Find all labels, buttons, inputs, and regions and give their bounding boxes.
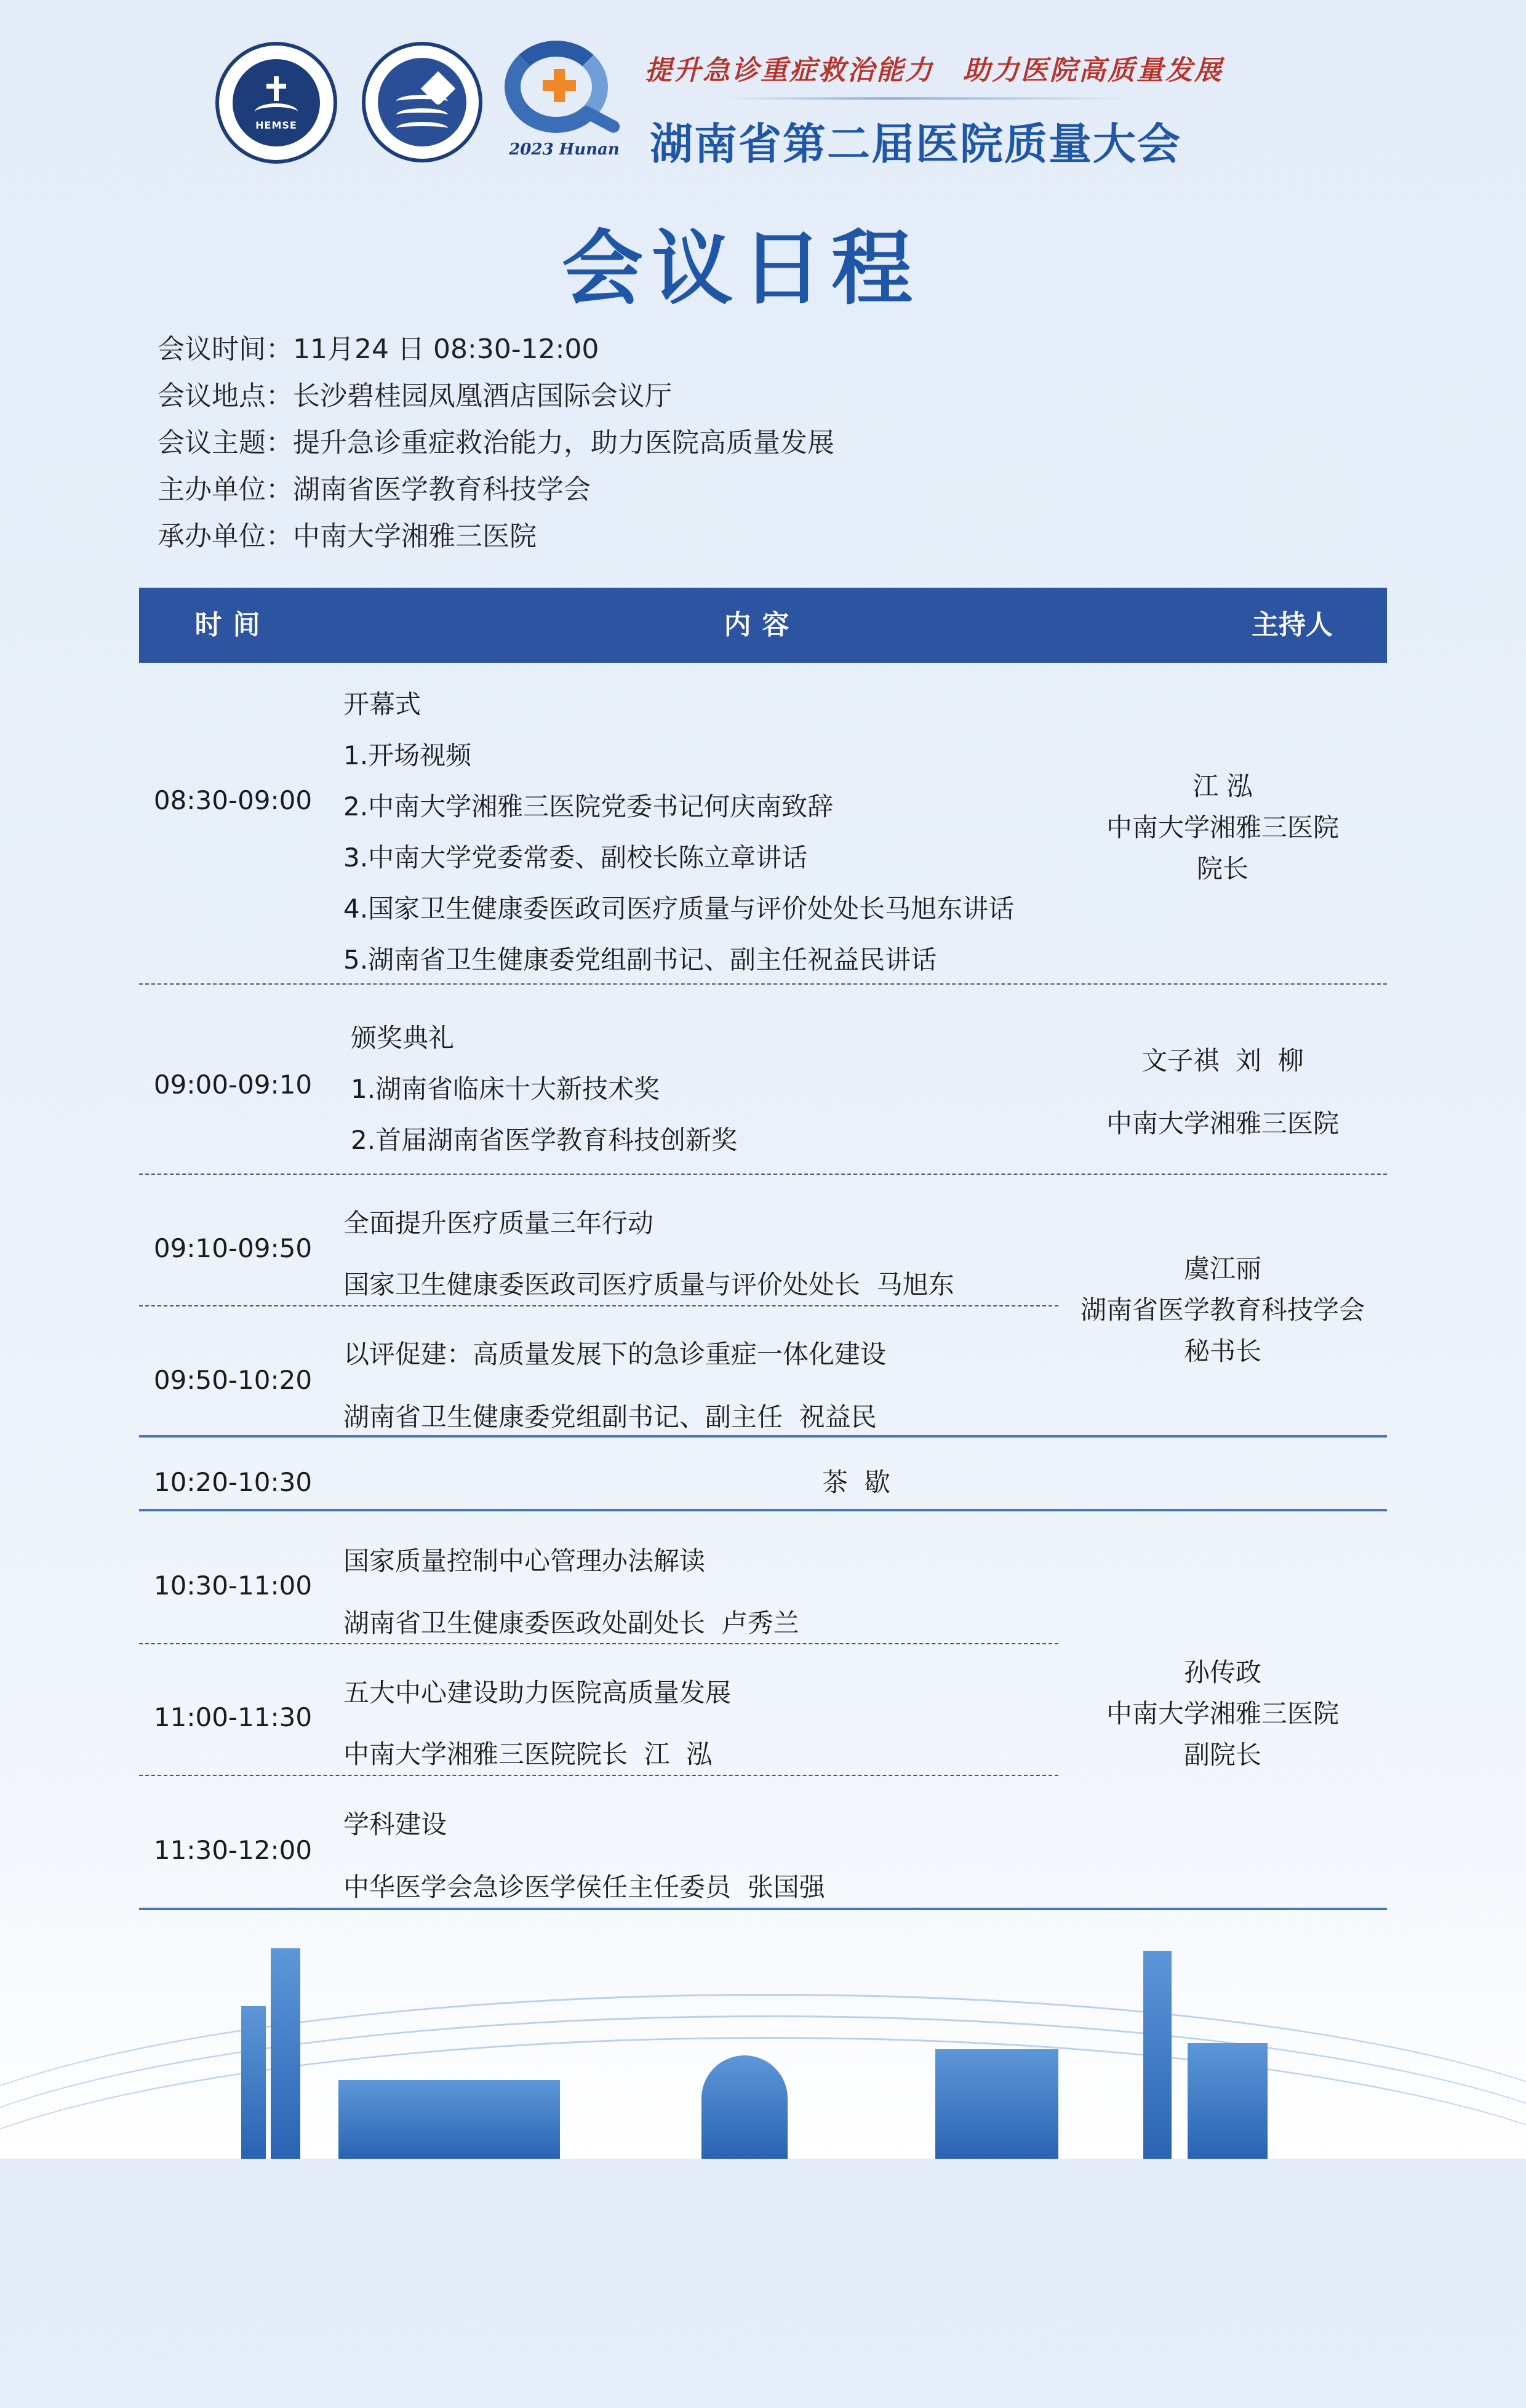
tea-break-label: 茶 歇 [822, 1467, 890, 1497]
host-name: 江 泓 [1192, 771, 1253, 801]
host-title: 秘书长 [1183, 1336, 1261, 1366]
row-divider [139, 1305, 1058, 1306]
wave-icon [396, 122, 448, 135]
cross-icon [274, 76, 279, 101]
row-content-line: 2.中南大学湘雅三医院党委书记何庆南致辞 [343, 791, 834, 822]
host-title: 院长 [1196, 854, 1248, 884]
row-time: 11:30-12:00 [153, 1835, 313, 1865]
section-divider [139, 1908, 1387, 1910]
row-time: 09:10-09:50 [153, 1233, 313, 1263]
row-time: 10:20-10:30 [153, 1467, 313, 1497]
skyscraper-illustration [271, 1948, 300, 2159]
row-divider [139, 983, 1387, 985]
society-logo [215, 42, 337, 164]
row-content-line: 国家卫生健康委医政司医疗质量与评价处处长 马旭东 [343, 1270, 954, 1300]
meeting-info [158, 326, 834, 560]
info-host-unit: 承办单位：中南大学湘雅三医院 [158, 521, 537, 552]
row-content-line: 湖南省卫生健康委党组副书记、副主任 祝益民 [343, 1402, 877, 1432]
slogan: 提升急诊重症救治能力 助力医院高质量发展 [645, 55, 1223, 86]
row-content-line: 湖南省卫生健康委医政处副处长 卢秀兰 [343, 1608, 799, 1638]
host-name: 孙传政 [1183, 1657, 1261, 1687]
host-org: 中南大学湘雅三医院 [1106, 812, 1339, 842]
society-logo-text: HEMSE [255, 119, 297, 131]
row-content-line: 以评促建：高质量发展下的急诊重症一体化建设 [343, 1339, 887, 1369]
host-org: 中南大学湘雅三医院 [1106, 1698, 1339, 1729]
row-content-line: 1.开场视频 [343, 740, 472, 770]
section-divider [139, 1435, 1387, 1438]
row-content-line: 全面提升医疗质量三年行动 [343, 1208, 654, 1238]
row-content-line: 中南大学湘雅三医院院长 江 泓 [343, 1739, 713, 1769]
row-host [1058, 766, 1387, 889]
row-time: 09:50-10:20 [153, 1365, 313, 1395]
society-logo-emblem [233, 59, 320, 146]
row-content-line: 2.首届湖南省医学教育科技创新奖 [351, 1125, 738, 1155]
row-time: 10:30-11:00 [153, 1570, 313, 1601]
section-divider [139, 1509, 1387, 1511]
row-content-line: 1.湖南省临床十大新技术奖 [351, 1074, 660, 1104]
row-content-line: 5.湖南省卫生健康委党组副书记、副主任祝益民讲话 [343, 945, 937, 975]
building-illustration [1188, 2043, 1268, 2159]
row-content-line: 3.中南大学党委常委、副校长陈立章讲话 [343, 842, 808, 873]
hospital-logo-emblem [378, 58, 466, 146]
row-time: 09:00-09:10 [153, 1070, 313, 1100]
info-location: 会议地点：长沙碧桂园凤凰酒店国际会议厅 [158, 380, 672, 412]
info-organizer: 主办单位：湖南省医学教育科技学会 [158, 474, 591, 505]
host-org: 湖南省医学教育科技学会 [1080, 1295, 1365, 1325]
info-time: 会议时间：11月24 日 08:30-12:00 [158, 334, 599, 365]
column-header-host: 主持人 [1252, 609, 1333, 641]
row-time: 11:00-11:30 [153, 1702, 313, 1732]
row-host-org: 中南大学湘雅三医院 [1106, 1108, 1339, 1138]
row-divider [139, 1174, 1387, 1175]
hall-illustration [338, 2080, 560, 2159]
row-content-line: 开幕式 [343, 689, 421, 719]
row-host [1058, 1248, 1387, 1372]
wave-icon [396, 95, 448, 108]
tower-illustration [1143, 1951, 1172, 2159]
row-content-line: 学科建设 [343, 1809, 447, 1839]
wave-icon [396, 108, 448, 121]
row-content-line: 中华医学会急诊医学侯任主任委员 张国强 [343, 1872, 825, 1902]
column-header-time: 时间 [194, 609, 271, 641]
header-divider [726, 97, 1132, 100]
row-time: 08:30-09:00 [153, 785, 313, 815]
row-host [1058, 1652, 1387, 1775]
conference-name: 湖南省第二届医院质量大会 [650, 119, 1181, 169]
host-title: 副院长 [1183, 1740, 1261, 1770]
row-host-name: 文子祺 刘 柳 [1141, 1046, 1304, 1076]
host-name: 虞江丽 [1183, 1254, 1261, 1284]
cross-icon-bar [266, 84, 286, 89]
row-content-line: 颁奖典礼 [351, 1023, 455, 1053]
plus-icon-bar [543, 80, 576, 91]
schedule-table-header [139, 588, 1387, 663]
row-divider [139, 1775, 1058, 1776]
skyscraper-illustration [241, 2006, 266, 2159]
row-content-line: 4.国家卫生健康委医政司医疗质量与评价处处长马旭东讲话 [343, 894, 1015, 924]
row-content-line: 国家质量控制中心管理办法解读 [343, 1546, 706, 1576]
row-content-line: 五大中心建设助力医院高质量发展 [343, 1678, 732, 1708]
statue-illustration [701, 2055, 788, 2159]
column-header-content: 内容 [724, 609, 801, 641]
info-theme: 会议主题：提升急诊重症救治能力，助力医院高质量发展 [158, 427, 834, 458]
hospital-logo [362, 42, 482, 162]
book-icon [255, 103, 298, 121]
conference-logo-year: 2023 Hunan [509, 140, 620, 159]
page-title: 会议日程 [562, 222, 921, 316]
row-divider [139, 1643, 1058, 1644]
pavilion-illustration [935, 2049, 1058, 2159]
